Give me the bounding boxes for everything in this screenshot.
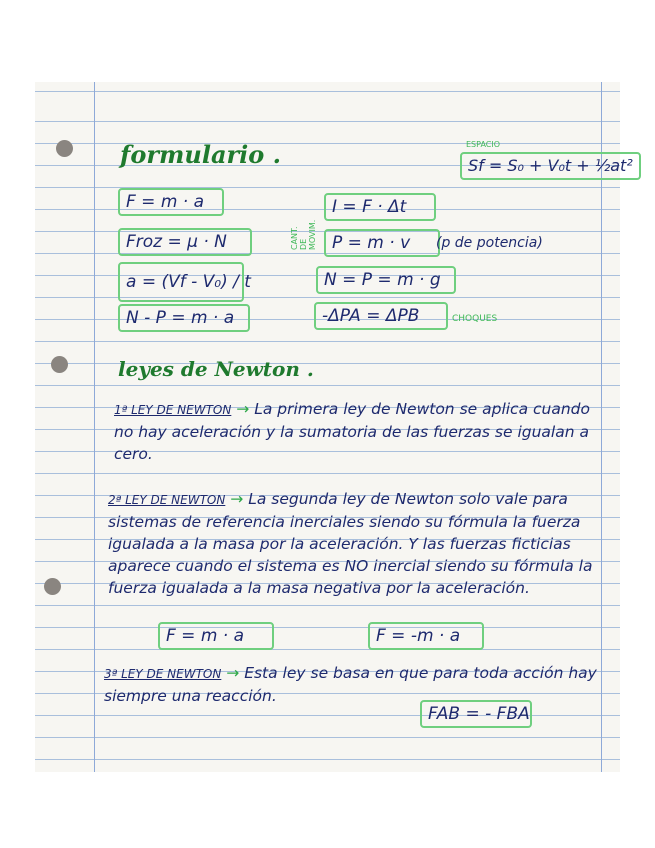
law-2-text: La segunda ley de Newton solo vale para sistemas de referencia inerciales siendo su fórmula la fuerza igualada a la masa por la aceleración. Y las fuerzas ficticias aparece cuando el sistema es NO inercial siendo su fórmula la fuerza igualada a la masa negativa por la aceleración. <box>108 490 593 597</box>
law-1-heading: 1ª LEY DE NEWTON <box>114 403 232 417</box>
binder-hole-icon <box>56 140 73 157</box>
momentum-note: (p de potencia) <box>436 235 543 251</box>
formula-momentum: P = m · v <box>324 229 440 257</box>
formula-force: F = m · a <box>118 188 224 216</box>
formula-friction: Froz = μ · N <box>118 228 252 256</box>
formula-collision: -ΔPA = ΔPB <box>314 302 448 330</box>
law-2-heading: 2ª LEY DE NEWTON <box>108 493 226 507</box>
space-label: ESPACIO <box>466 140 501 149</box>
law-3-formula: FAB = - FBA <box>420 700 532 728</box>
law-3-heading: 3ª LEY DE NEWTON <box>104 667 222 681</box>
formula-impulse: I = F · Δt <box>324 193 436 221</box>
law-2-formula-inertial: F = m · a <box>158 622 274 650</box>
space-formula: Sf = S₀ + V₀t + ½at² <box>460 152 641 180</box>
law-3-text: Esta ley se basa en que para toda acción hay siempre una reacción. <box>104 664 597 705</box>
formula-normal-weight: N - P = m · a <box>118 304 250 332</box>
formula-normal-gravity: N = P = m · g <box>316 266 456 294</box>
momentum-label: CANT. DE MOVIM. <box>290 219 317 250</box>
law-2 <box>108 488 613 599</box>
arrow-icon: → <box>236 400 255 418</box>
law-1 <box>114 398 614 465</box>
arrow-icon: → <box>230 490 249 508</box>
margin-line <box>94 82 95 772</box>
binder-hole-icon <box>51 356 68 373</box>
section-title-formulario: formulario . <box>120 140 281 169</box>
law-2-formula-noninertial: F = -m · a <box>368 622 484 650</box>
law-1-text: La primera ley de Newton se aplica cuando no hay aceleración y la sumatoria de las fuerzas se igualan a cero. <box>114 400 590 463</box>
section-title-newton: leyes de Newton . <box>118 357 314 381</box>
arrow-icon: → <box>226 664 245 682</box>
binder-hole-icon <box>44 578 61 595</box>
choques-label: CHOQUES <box>452 314 498 324</box>
formula-acceleration: a = (Vf - V₀) / t <box>118 262 244 302</box>
